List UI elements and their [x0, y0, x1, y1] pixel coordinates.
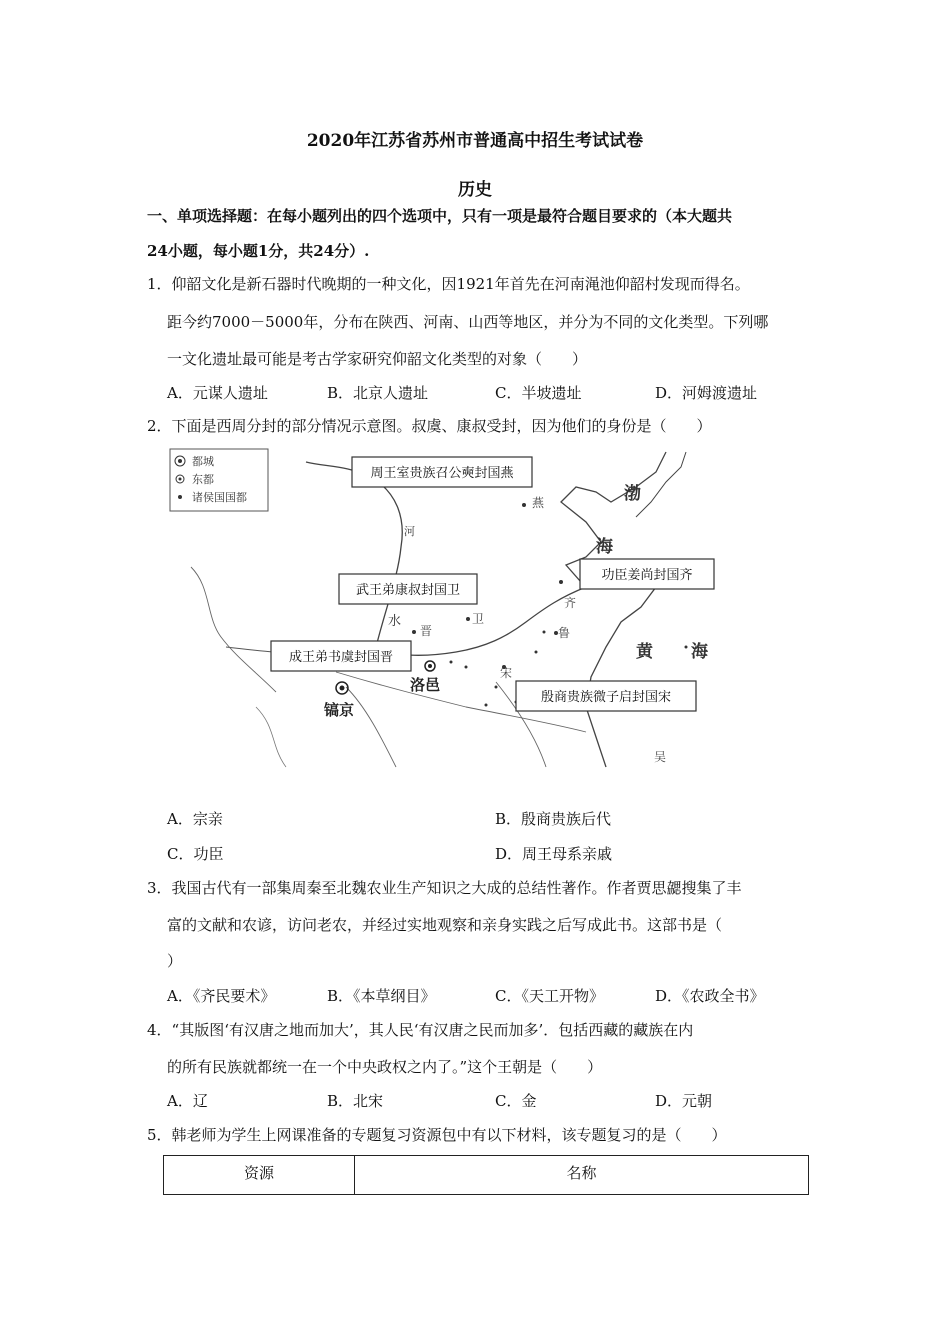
q2-option-d[interactable]: D．周王母系亲戚 [495, 845, 613, 863]
haojing-label: 镐京 [324, 701, 355, 719]
section-instructions-line1: 一、单项选择题：在每小题列出的四个选项中，只有一项是最符合题目要求的（本大题共 [147, 207, 733, 225]
box-wei [339, 574, 477, 604]
subject-heading: 历史 [458, 180, 492, 200]
q1-option-a[interactable]: A．元谋人遗址 [167, 384, 268, 402]
q2-option-c[interactable]: C．功臣 [167, 845, 224, 863]
question-4-line1: 4．“其版图‘有汉唐之地而加大’，其人民‘有汉唐之民而加多’．包括西藏的藏族在内 [147, 1021, 694, 1039]
svg-text:殷商贵族微子启封国宋: 殷商贵族微子启封国宋 [540, 690, 672, 705]
resource-table [163, 1155, 809, 1195]
q4-option-b[interactable]: B．北宋 [327, 1092, 384, 1110]
place-jin: 晋 [420, 624, 433, 638]
q1-option-b[interactable]: B．北京人遗址 [327, 384, 429, 402]
haojing-marker [324, 682, 354, 719]
sea-label-bo: 渤 [624, 484, 641, 504]
western-zhou-feudal-map [166, 447, 726, 772]
table-header-name: 名称 [355, 1156, 809, 1195]
question-1-line2: 距今约7000－5000年，分布在陕西、河南、山西等地区，并分为不同的文化类型。下列哪 [167, 313, 769, 331]
section-instructions-line2: 24小题，每小题1分，共24分）. [147, 242, 370, 260]
q2-option-b[interactable]: B．殷商贵族后代 [495, 810, 612, 828]
luoyi-label: 洛邑 [410, 676, 441, 694]
question-3-line2: 富的文献和农谚，访问老农，并经过实地观察和亲身实践之后写成此书。这部书是（ [167, 916, 723, 934]
luoyi-marker [410, 661, 440, 694]
question-3-line3: ） [167, 952, 183, 970]
q3-option-c[interactable]: C．《天工开物》 [495, 987, 604, 1005]
q1-option-c[interactable]: C．半坡遗址 [495, 384, 582, 402]
box-yan [352, 457, 532, 487]
q3-option-b[interactable]: B．《本草纲目》 [327, 987, 436, 1005]
sea-label-hai-1: 海 [596, 537, 613, 557]
question-4-line2: 的所有民族就都统一在一个中央政权之内了。”这个王朝是（ ） [167, 1058, 603, 1076]
map-legend [170, 449, 268, 511]
sea-label-huang: 黄 [636, 642, 653, 662]
question-5-line1: 5．韩老师为学生上网课准备的专题复习资源包中有以下材料，该专题复习的是（ ） [147, 1126, 727, 1144]
question-2-line1: 2．下面是西周分封的部分情况示意图。叔虞、康叔受封，因为他们的身份是（ ） [147, 417, 712, 435]
exam-title: 2020年江苏省苏州市普通高中招生考试试卷 [306, 131, 644, 151]
river-label-shui: 水 [388, 614, 402, 629]
box-qi [580, 559, 714, 589]
legend-capital: 都城 [192, 455, 214, 468]
box-song [516, 681, 696, 711]
place-wei: 卫 [472, 612, 485, 626]
question-1-line3: 一文化遗址最可能是考古学家研究仰韶文化类型的对象（ ） [167, 350, 588, 368]
svg-text:成王弟书虞封国晋: 成王弟书虞封国晋 [288, 650, 394, 665]
q4-option-c[interactable]: C．金 [495, 1092, 537, 1110]
q3-option-a[interactable]: A．《齐民要术》 [167, 987, 276, 1005]
place-song: 宋 [500, 666, 513, 680]
q4-option-d[interactable]: D．元朝 [655, 1092, 713, 1110]
svg-text:武王弟康叔封国卫: 武王弟康叔封国卫 [355, 583, 461, 598]
svg-text:功臣姜尚封国齐: 功臣姜尚封国齐 [601, 568, 693, 583]
legend-east-capital: 东都 [192, 473, 214, 486]
question-1-line1: 1．仰韶文化是新石器时代晚期的一种文化，因1921年首先在河南渑池仰韶村发现而得名。 [147, 275, 750, 293]
place-qi: 齐 [564, 596, 577, 610]
question-3-line1: 3．我国古代有一部集周秦至北魏农业生产知识之大成的总结性著作。作者贾思勰搜集了丰 [147, 879, 742, 897]
river-label-he: 河 [404, 525, 415, 538]
place-yan: 燕 [532, 496, 545, 510]
q1-option-d[interactable]: D．河姆渡遗址 [655, 384, 758, 402]
legend-vassal-capital: 诸侯国国都 [192, 491, 247, 504]
place-lu: 鲁 [558, 626, 571, 640]
place-wu: 吴 [654, 750, 667, 764]
q2-option-a[interactable]: A．宗亲 [167, 810, 223, 828]
svg-text:周王室贵族召公奭封国燕: 周王室贵族召公奭封国燕 [370, 466, 514, 481]
table-header-resource: 资源 [164, 1156, 355, 1195]
sea-label-hai-2: 海 [691, 642, 708, 662]
q3-option-d[interactable]: D．《农政全书》 [655, 987, 765, 1005]
q4-option-a[interactable]: A．辽 [167, 1092, 208, 1110]
box-jin [271, 641, 411, 671]
